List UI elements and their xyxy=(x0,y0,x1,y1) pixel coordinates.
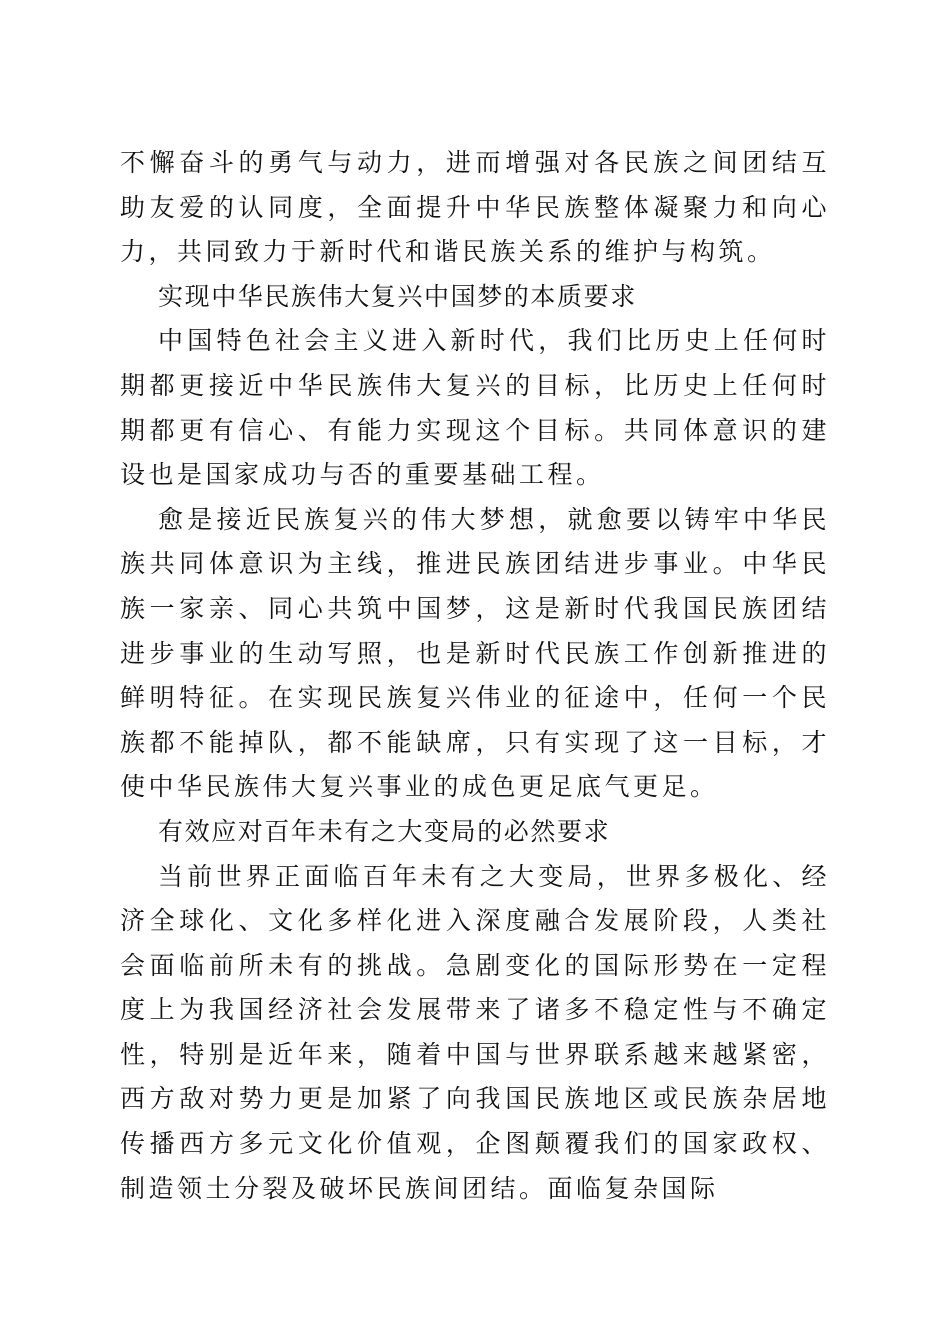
paragraph-continued: 不懈奋斗的勇气与动力，进而增强对各民族之间团结互助友爱的认同度，全面提升中华民族整体凝聚力和向心力，共同致力于新时代和谐民族关系的维护与构筑。 xyxy=(120,148,830,267)
paragraph-world-changes: 当前世界正面临百年未有之大变局，世界多极化、经济全球化、文化多样化进入深度融合发展阶段，人类社会面临前所未有的挑战。急剧变化的国际形势在一定程度上为我国经济社会发展带来了诸多不稳定性与不确定性，特别是近年来，随着中国与世界联系越来越紧密，西方敌对势力更是加紧了向我国民族地区或民族杂居地传播西方多元文化价值观，企图颠覆我们的国家政权、制造领土分裂及破坏民族间团结。面临复杂国际 xyxy=(120,861,830,1203)
section-heading-great-changes: 有效应对百年未有之大变局的必然要求 xyxy=(158,816,611,846)
section-heading-chinese-dream: 实现中华民族伟大复兴中国梦的本质要求 xyxy=(158,281,637,311)
paragraph-new-era: 中国特色社会主义进入新时代，我们比历史上任何时期都更接近中华民族伟大复兴的目标，比历史上任何时期都更有信心、有能力实现这个目标。共同体意识的建设也是国家成功与否的重要基础工程。 xyxy=(120,326,830,490)
paragraph-national-rejuvenation: 愈是接近民族复兴的伟大梦想，就愈要以铸牢中华民族共同体意识为主线，推进民族团结进步事业。中华民族一家亲、同心共筑中国梦，这是新时代我国民族团结进步事业的生动写照，也是新时代民族工作创新推进的鲜明特征。在实现民族复兴伟业的征途中，任何一个民族都不能掉队，都不能缺席，只有实现了这一目标，才使中华民族伟大复兴事业的成色更足底气更足。 xyxy=(120,504,830,802)
document-body xyxy=(120,141,830,1211)
